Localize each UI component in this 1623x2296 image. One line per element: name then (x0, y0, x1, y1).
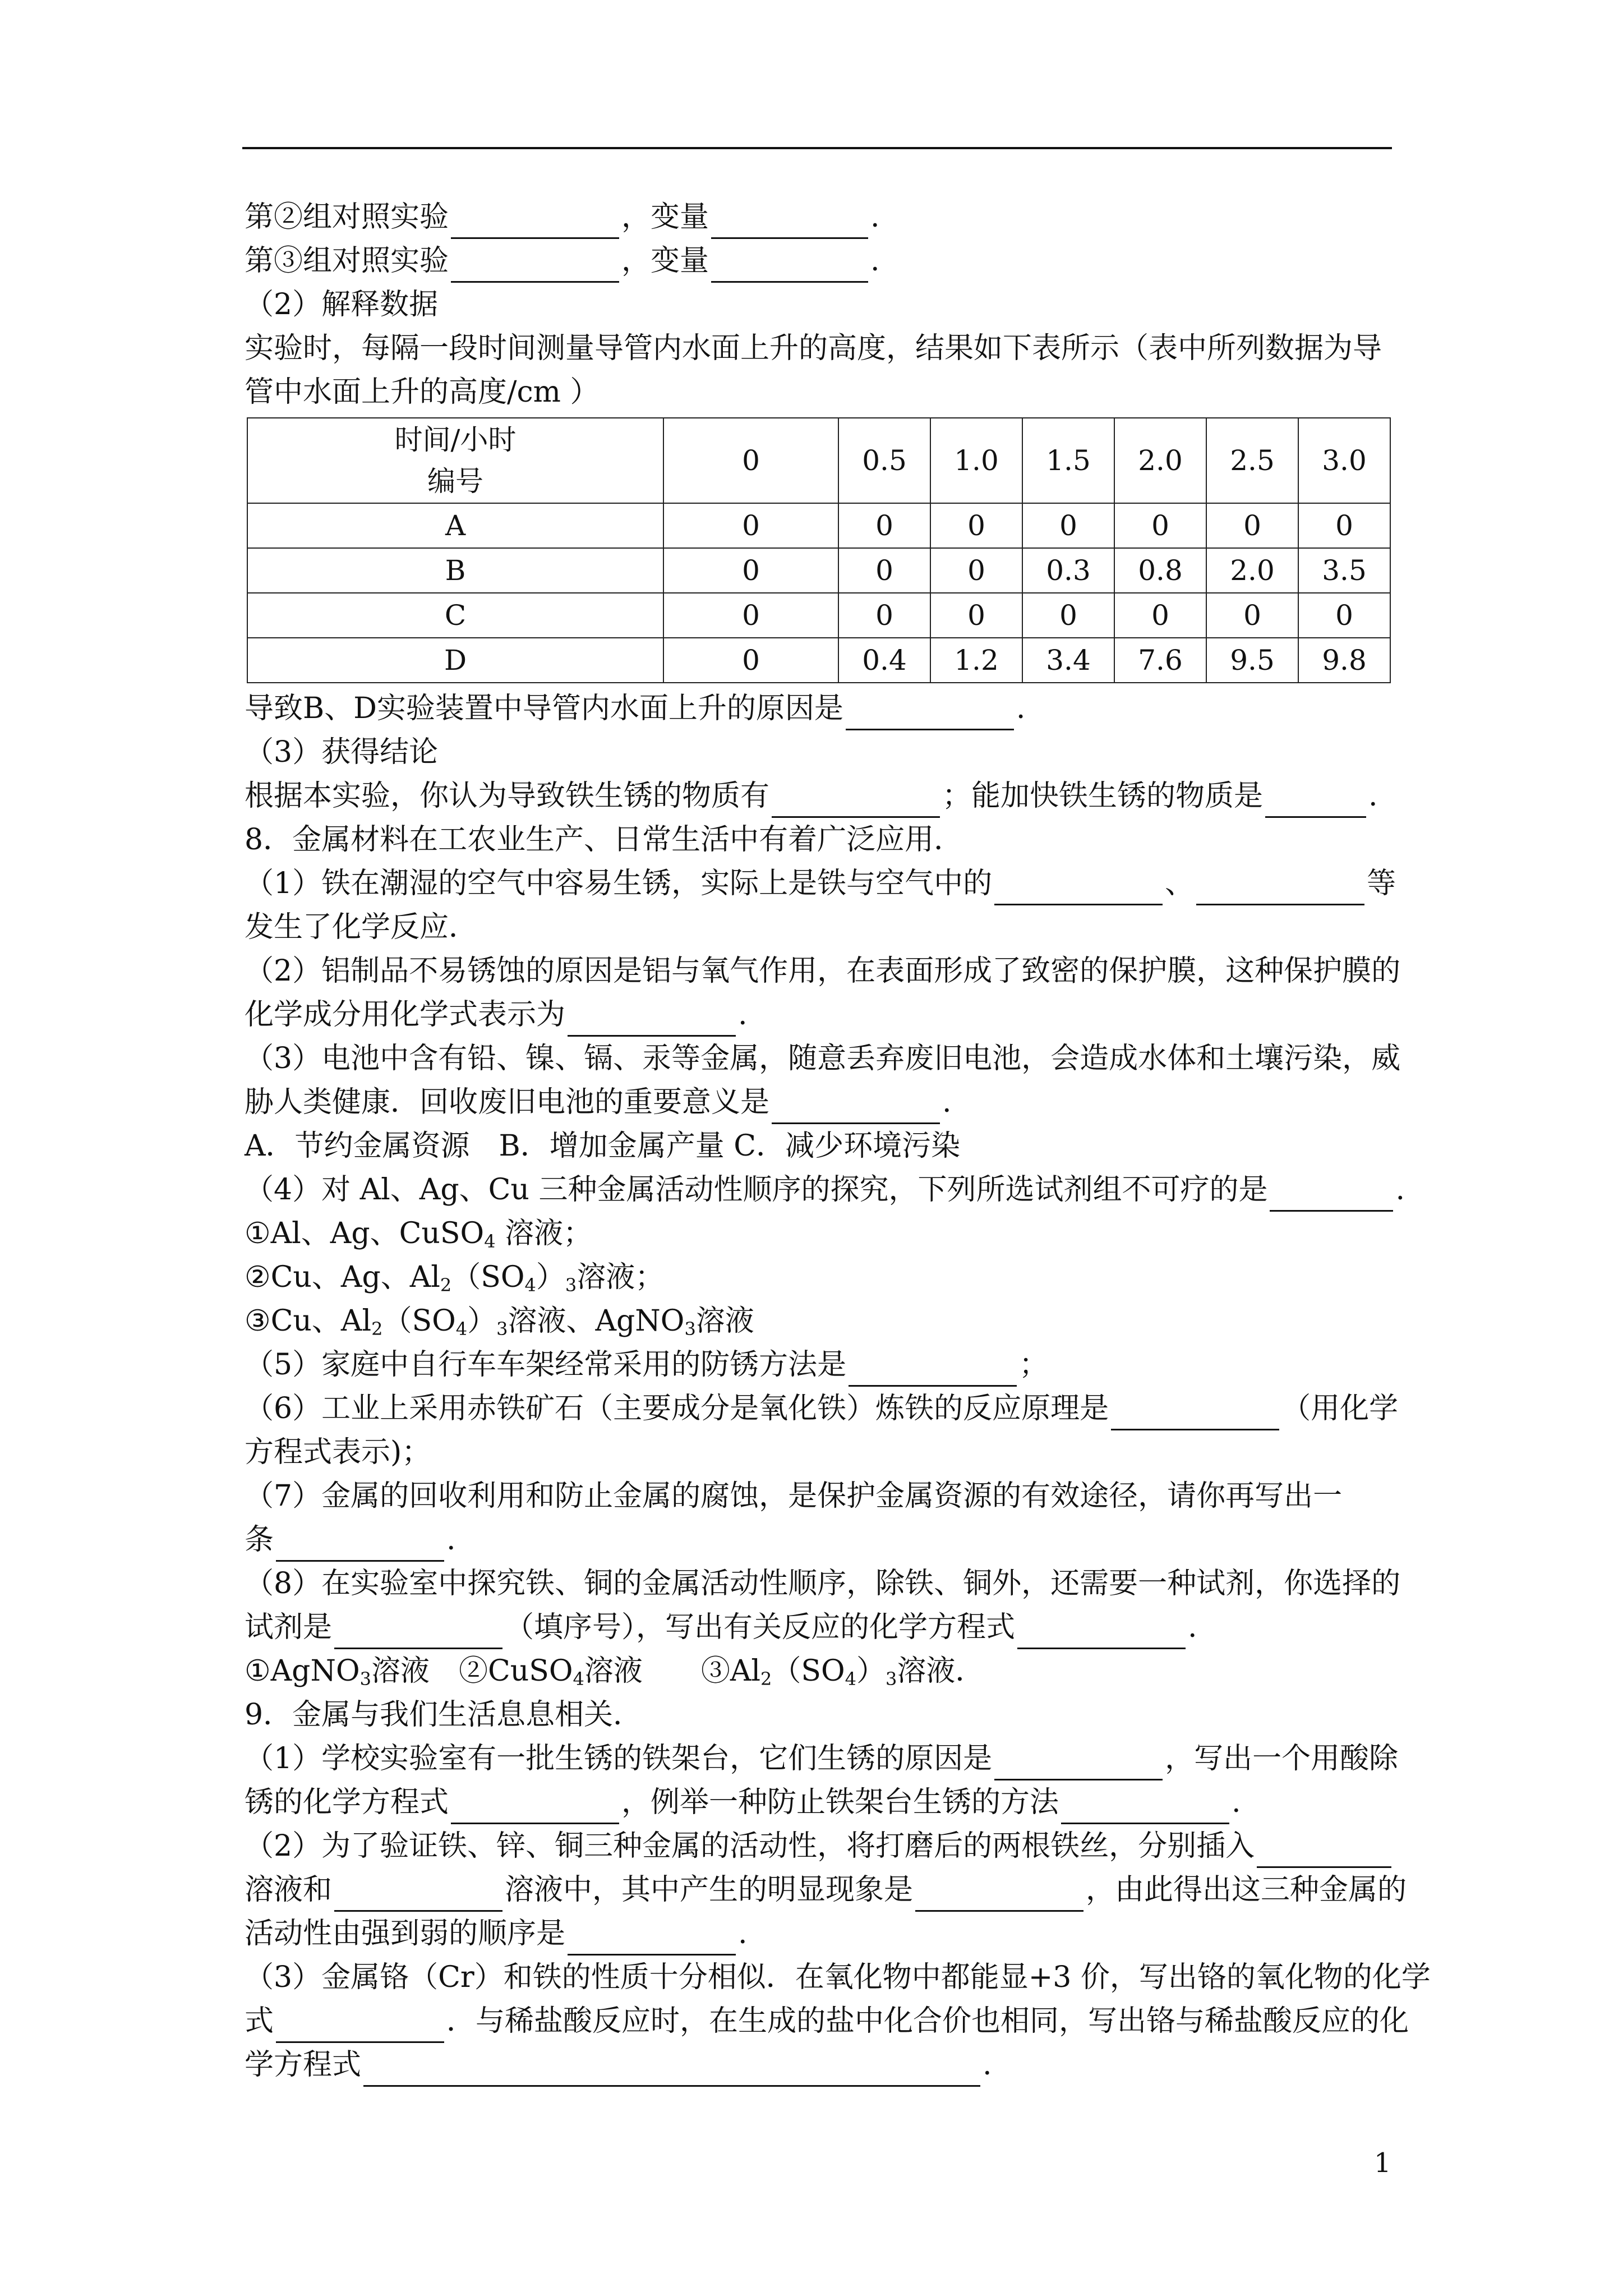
answer-blank[interactable] (1061, 1789, 1229, 1824)
table-cell: 2.0 (1206, 548, 1298, 593)
q8-p3-options: A．节约金属资源 B．增加金属产量 C．减少环境污染 (245, 1129, 961, 1163)
q9-p3-cont: 式 ．与稀盐酸反应时，在生成的盐中化合价也相同，写出铬与稀盐酸反应的化 (245, 1999, 1392, 2043)
q7-line-3: 第③组对照实验 ，变量 . (245, 239, 1392, 283)
table-time-header: 0.5 (838, 418, 930, 503)
answer-blank[interactable] (1017, 1614, 1186, 1649)
answer-blank[interactable] (568, 1001, 736, 1037)
table-time-header: 3.0 (1298, 418, 1390, 503)
table-cell: 0 (1206, 593, 1298, 638)
answer-blank[interactable] (1270, 1176, 1393, 1212)
table-cell: 0.8 (1114, 548, 1206, 593)
table-cell: 1.2 (930, 638, 1022, 683)
answer-blank[interactable] (334, 1876, 502, 1912)
q9-p1-cont: 锈的化学方程式 ，例举一种防止铁架台生锈的方法 . (245, 1780, 1392, 1824)
answer-blank[interactable] (772, 783, 940, 818)
q9-p2: （2）为了验证铁、锌、铜三种金属的活动性，将打磨后的两根铁丝，分别插入 (245, 1824, 1392, 1868)
table-corner-header: 时间/小时 编号 (247, 418, 663, 503)
q8-p8-cont: 试剂是 （填序号），写出有关反应的化学方程式 . (245, 1605, 1392, 1649)
table-cell: 0 (1022, 593, 1114, 638)
table-cell: 0 (1114, 503, 1206, 548)
q9-title: 9．金属与我们生活息息相关． (245, 1698, 643, 1732)
answer-blank[interactable] (915, 1876, 1083, 1912)
table-cell: 0 (930, 593, 1022, 638)
q8-p7: （7）金属的回收利用和防止金属的腐蚀，是保护金属资源的有效途径，请你再写出一 (245, 1479, 1343, 1513)
answer-blank[interactable] (994, 870, 1163, 905)
table-cell: 0 (663, 638, 838, 683)
table-time-header: 2.0 (1114, 418, 1206, 503)
document-body (245, 195, 1431, 2087)
table-cell: 0.3 (1022, 548, 1114, 593)
q8-p6: （6）工业上采用赤铁矿石（主要成分是氧化铁）炼铁的反应原理是 （用化学 (245, 1387, 1392, 1430)
table-time-header: 1.5 (1022, 418, 1114, 503)
answer-blank[interactable] (1257, 1833, 1391, 1868)
table-header-row (247, 418, 1390, 503)
q8-p4: （4）对 Al、Ag、Cu 三种金属活动性顺序的探究，下列所选试剂组不可疗的是 . (245, 1168, 1392, 1212)
q7-section-3: （3）获得结论 (245, 735, 439, 769)
table-cell: 3.5 (1298, 548, 1390, 593)
table-cell: 0 (1022, 503, 1114, 548)
q8-p5: （5）家庭中自行车车架经常采用的防锈方法是 ； (245, 1343, 1392, 1387)
table-row (247, 593, 1390, 638)
q8-p2-cont: 化学成分用化学式表示为 . (245, 993, 1392, 1037)
q9-p2-end: 活动性由强到弱的顺序是 . (245, 1912, 1392, 1955)
q9-p3-end: 学方程式 . (245, 2043, 1392, 2087)
answer-blank[interactable] (994, 1745, 1163, 1780)
q8-p4-option-2: ②Cu、Ag、$Al_2(SO_4)_3$溶液； (245, 1260, 665, 1296)
table-cell: 0 (930, 548, 1022, 593)
header-rule (242, 147, 1392, 149)
q8-p1: （1）铁在潮湿的空气中容易生锈，实际上是铁与空气中的 、 等 (245, 862, 1392, 905)
table-cell: 0 (1206, 503, 1298, 548)
table-cell: 0 (838, 593, 930, 638)
answer-blank[interactable] (849, 1351, 1017, 1387)
q8-p2: （2）铝制品不易锈蚀的原因是铝与氧气作用，在表面形成了致密的保护膜，这种保护膜的 (245, 954, 1401, 988)
q9-p2-cont: 溶液和 溶液中，其中产生的明显现象是 ，由此得出这三种金属的 (245, 1868, 1392, 1912)
q7-conclusion: 根据本实验，你认为导致铁生锈的物质有 ；能加快铁生锈的物质是 . (245, 774, 1392, 818)
q8-p1-cont: 发生了化学反应． (245, 910, 478, 944)
table-row-label: A (247, 503, 663, 548)
table-row (247, 548, 1390, 593)
table-cell: 0 (663, 593, 838, 638)
q7-intro: 实验时，每隔一段时间测量导管内水面上升的高度，结果如下表所示（表中所列数据为导管中水面上升的高度/cm ） (245, 332, 1382, 409)
table-cell: 9.8 (1298, 638, 1390, 683)
table-row-label: D (247, 638, 663, 683)
table-cell: 9.5 (1206, 638, 1298, 683)
q7-reason: 导致B、D实验装置中导管内水面上升的原因是 . (245, 687, 1392, 730)
table-cell: 0 (1298, 593, 1390, 638)
table-time-header: 2.5 (1206, 418, 1298, 503)
table-cell: 0 (663, 548, 838, 593)
q8-title: 8．金属材料在工农业生产、日常生活中有着广泛应用． (245, 823, 963, 857)
q9-p3: （3）金属铬（Cr）和铁的性质十分相似．在氧化物中都能显+3 价，写出铬的氧化物的化学 (245, 1961, 1431, 1994)
q8-p6-cont: 方程式表示)； (245, 1435, 431, 1469)
table-cell: 0 (1114, 593, 1206, 638)
answer-blank[interactable] (711, 204, 868, 239)
answer-blank[interactable] (451, 1789, 619, 1824)
q8-p4-option-3: ③Cu、$Al_2(SO_4)_3$溶液、AgNO$_3$溶液 (245, 1304, 754, 1340)
table-cell: 0 (838, 548, 930, 593)
q8-p4-option-1: ①Al、Ag、CuSO$_4$ 溶液； (245, 1217, 593, 1252)
table-time-header: 1.0 (930, 418, 1022, 503)
table-row-label: B (247, 548, 663, 593)
answer-blank[interactable] (1111, 1395, 1279, 1430)
q9-p1: （1）学校实验室有一批生锈的铁架台，它们生锈的原因是 ，写出一个用酸除 (245, 1737, 1392, 1780)
table-row-label: C (247, 593, 663, 638)
answer-blank[interactable] (846, 695, 1014, 730)
table-cell: 7.6 (1114, 638, 1206, 683)
answer-blank[interactable] (276, 1526, 444, 1562)
answer-blank[interactable] (363, 2051, 980, 2087)
q8-p3-cont: 胁人类健康．回收废旧电池的重要意义是 . (245, 1080, 1392, 1124)
q7-section-2: （2）解释数据 (245, 288, 439, 321)
answer-blank[interactable] (451, 204, 619, 239)
table-row (247, 503, 1390, 548)
q8-p3: （3）电池中含有铅、镍、镉、汞等金属，随意丢弃废旧电池，会造成水体和土壤污染，威 (245, 1042, 1401, 1075)
q8-p7-cont: 条 . (245, 1518, 1392, 1562)
answer-blank[interactable] (1196, 870, 1364, 905)
answer-blank[interactable] (772, 1089, 940, 1124)
table-cell: 0.4 (838, 638, 930, 683)
answer-blank[interactable] (334, 1614, 502, 1649)
table-cell: 0 (838, 503, 930, 548)
answer-blank[interactable] (276, 2008, 444, 2043)
table-cell: 0 (930, 503, 1022, 548)
table-cell: 3.4 (1022, 638, 1114, 683)
data-table (247, 417, 1391, 683)
q8-p8: （8）在实验室中探究铁、铜的金属活动性顺序，除铁、铜外，还需要一种试剂，你选择的 (245, 1567, 1401, 1600)
answer-blank[interactable] (451, 247, 619, 283)
table-row (247, 638, 1390, 683)
q7-line-2: 第②组对照实验 ，变量 . (245, 195, 1392, 239)
answer-blank[interactable] (711, 247, 868, 283)
table-time-header: 0 (663, 418, 838, 503)
q8-p8-options: ①AgNO$_3$溶液 ②CuSO$_4$溶液 $③Al_2(SO_4)_3$溶液． (245, 1654, 985, 1690)
page-number: 1 (1374, 2147, 1391, 2179)
table-cell: 0 (1298, 503, 1390, 548)
table-cell: 0 (663, 503, 838, 548)
answer-blank[interactable] (568, 1920, 736, 1955)
answer-blank[interactable] (1265, 783, 1366, 818)
